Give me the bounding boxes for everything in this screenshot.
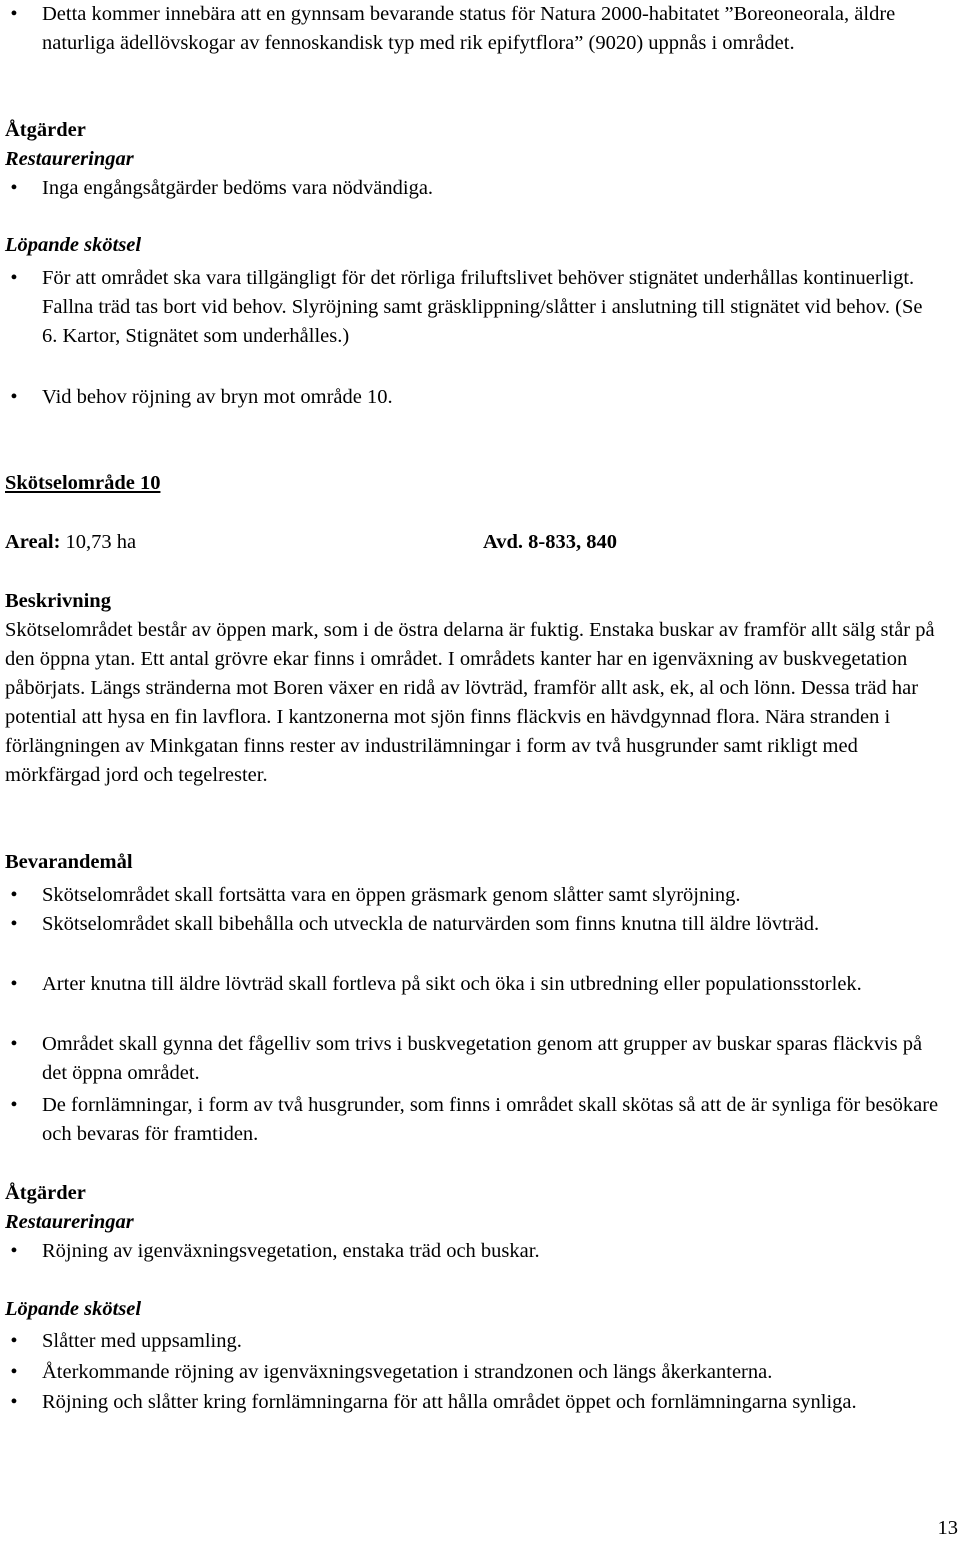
subsection-heading: Restaureringar	[5, 148, 134, 170]
list-item-text: Inga engångsåtgärder bedöms vara nödvändiga.	[42, 177, 434, 199]
list-item-text: De fornlämningar, i form av två husgrunder, som finns i området skall skötas så att de är synliga för besökare och bevaras för framtiden.	[42, 1094, 939, 1145]
bullet-icon: •	[10, 1240, 18, 1262]
page-number: 13	[937, 1517, 958, 1539]
list-item-text: Vid behov röjning av bryn mot område 10.	[42, 386, 393, 408]
bullet-icon: •	[10, 1330, 18, 1352]
subsection-heading: Restaureringar	[5, 1211, 134, 1233]
list-item-text: Röjning och slåtter kring fornlämningarna för att hålla området öppet och fornlämningarna synliga.	[42, 1391, 857, 1413]
list-item-text: Arter knutna till äldre lövträd skall fortleva på sikt och öka i sin utbredning eller populationsstorlek.	[42, 973, 862, 995]
bullet-icon: •	[10, 884, 18, 906]
areal-value: 10,73 ha	[65, 531, 137, 553]
list-item-text: Skötselområdet skall bibehålla och utveckla de naturvärden som finns knutna till äldre lövträd.	[42, 913, 820, 935]
subsection-heading: Löpande skötsel	[5, 234, 142, 256]
section-heading: Bevarandemål	[5, 851, 133, 873]
bullet-icon: •	[10, 1361, 18, 1383]
list-item-text: Röjning av igenväxningsvegetation, enstaka träd och buskar.	[42, 1240, 540, 1262]
bullet-icon: •	[10, 1033, 18, 1055]
bullet-icon: •	[10, 1391, 18, 1413]
avd-label: Avd. 8-833, 840	[483, 531, 618, 553]
bullet-icon: •	[10, 3, 18, 25]
areal-label: Areal:	[5, 531, 61, 553]
list-item-text: Skötselområdet skall fortsätta vara en öppen gräsmark genom slåtter samt slyröjning.	[42, 884, 741, 906]
description-paragraph: Skötselområdet består av öppen mark, som i de östra delarna är fuktig. Enstaka buskar av framför allt sälg står på den öppna ytan. Ett antal grövre ekar finns i området. I områdets kanter har en igenväxning av buskvegetation påbörjats. Längs stränderna mot Boren växer en ridå av lövträd, framför allt ask, ek, al och lönn. Dessa träd har potential att hysa en fin lavflora. I kantzonerna mot sjön finns fläckvis en hävdgynnad flora. Nära stranden i förlängningen av Minkgatan finns rester av industrilämningar i form av två husgrunder samt rikligt med mörkfärgad jord och tegelrester.	[5, 619, 935, 786]
bullet-icon: •	[10, 386, 18, 408]
bullet-icon: •	[10, 1094, 18, 1116]
section-heading: Beskrivning	[5, 590, 111, 612]
list-item-text: Detta kommer innebära att en gynnsam bevarande status för Natura 2000-habitatet ”Boreoneorala, äldre naturliga ädellövskogar av fennoskandisk typ med rik epifytflora” (9020) uppnås i området.	[42, 3, 896, 54]
bullet-icon: •	[10, 973, 18, 995]
section-heading: Åtgärder	[5, 119, 86, 141]
section-heading: Åtgärder	[5, 1182, 86, 1204]
area-title: Skötselområde 10	[5, 472, 161, 494]
subsection-heading: Löpande skötsel	[5, 1298, 142, 1320]
bullet-icon: •	[10, 267, 18, 289]
bullet-icon: •	[10, 177, 18, 199]
list-item-text: För att området ska vara tillgängligt för det rörliga friluftslivet behöver stignätet underhållas kontinuerligt. Fallna träd tas bort vid behov. Slyröjning samt gräsklippning/slåtter i anslutning till stignätet vid behov. (Se 6. Kartor, Stignätet som underhålles.)	[42, 267, 923, 347]
bullet-icon: •	[10, 913, 18, 935]
list-item-text: Slåtter med uppsamling.	[42, 1330, 242, 1352]
list-item-text: Området skall gynna det fågelliv som trivs i buskvegetation genom att grupper av buskar sparas fläckvis på det öppna området.	[42, 1033, 923, 1084]
list-item-text: Återkommande röjning av igenväxningsvegetation i strandzonen och längs åkerkanterna.	[42, 1361, 773, 1383]
